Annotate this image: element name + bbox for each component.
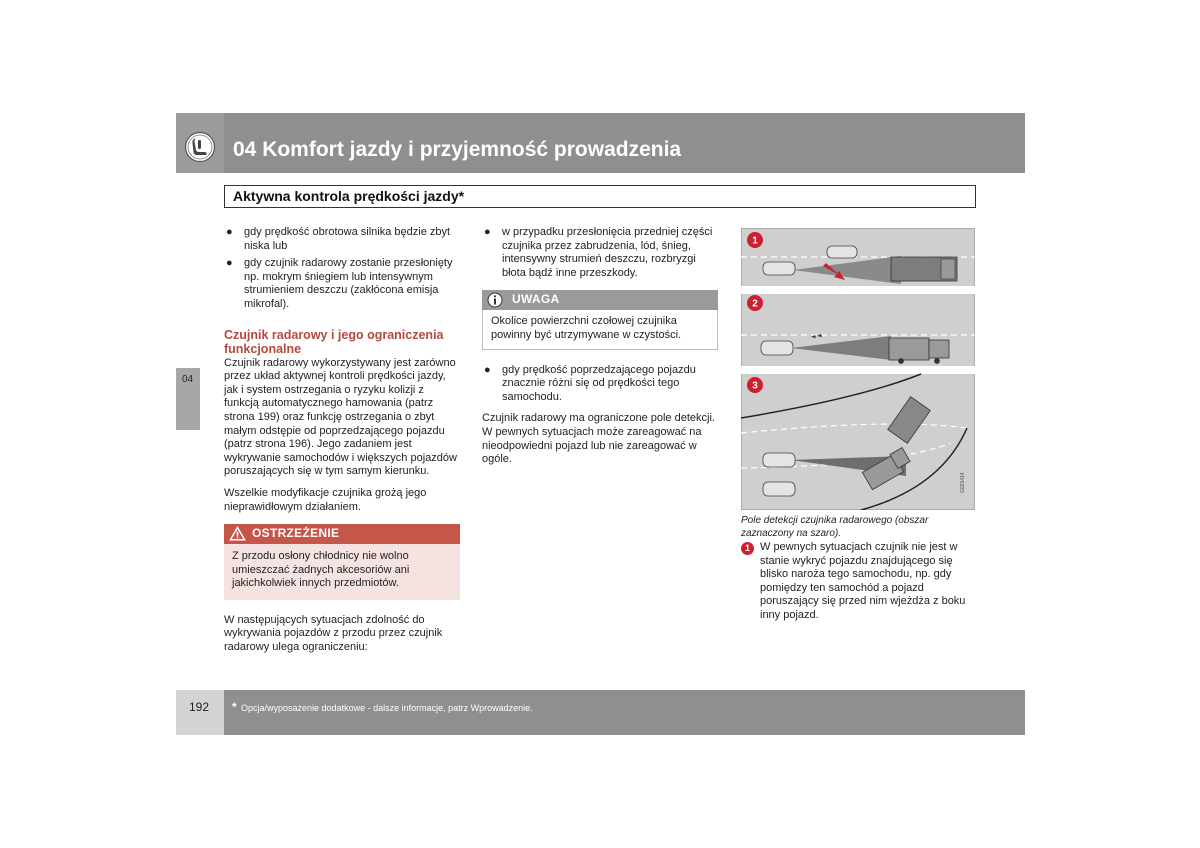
info-icon <box>487 292 503 308</box>
figure-item-1 <box>741 541 981 623</box>
warning-header <box>224 524 460 544</box>
list-item <box>482 226 718 280</box>
warning-text: Z przodu osłony chłodnicy nie wolno umieszczać żadnych akcesoriów ani jakichkolwiek innych przedmiotów. <box>224 544 460 600</box>
marker-1 <box>747 232 763 248</box>
bullet-text: gdy czujnik radarowy zostanie przesłonięty np. mokrym śniegiem lub intensywnym strumieniem deszczu (zakłócona emisja mikrofal). <box>244 257 453 310</box>
bullet-text: w przypadku przesłonięcia przedniej części czujnika przez zabrudzenia, lód, śnieg, intensywny strumień deszczu, rozbryzgi błota bądź inne przeszkody. <box>502 226 713 279</box>
svg-text:3: 3 <box>752 380 758 392</box>
warning-triangle-icon <box>229 526 246 541</box>
bullet-text: gdy prędkość poprzedzającego pojazdu znacznie różni się od prędkości tego samochodu. <box>502 363 696 403</box>
bullet-dot-icon: ● <box>226 226 233 238</box>
radar-detection-figure <box>741 228 975 510</box>
bullet-dot-icon: ● <box>484 363 491 376</box>
paragraph: Czujnik radarowy ma ograniczone pole detekcji. W pewnych sytuacjach może zareagować na nieodpowiedni pojazd lub nie zareagować w ogóle. <box>482 412 715 466</box>
list-item <box>224 257 460 311</box>
note-text: Okolice powierzchni czołowej czujnika powinny być utrzymywane w czystości. <box>482 310 718 349</box>
section-title: Aktywna kontrola prędkości jazdy* <box>233 188 465 204</box>
bullet-text: gdy prędkość obrotowa silnika będzie zbyt niska lub <box>244 226 451 252</box>
figure-code: G021414 <box>960 472 966 493</box>
marker-2 <box>747 295 763 311</box>
list-item <box>224 226 460 253</box>
seat-icon <box>184 131 216 163</box>
list-item <box>482 364 718 405</box>
footnote-text: Opcja/wyposażenie dodatkowe - dalsze informacje, patrz Wprowadzenie. <box>241 703 533 713</box>
figure-caption: Pole detekcji czujnika radarowego (obszar zaznaczony na szaro). <box>741 515 929 539</box>
bullet-list <box>482 226 718 280</box>
page-number: 192 <box>189 700 210 714</box>
svg-text:2: 2 <box>752 298 758 310</box>
marker-3 <box>747 377 763 393</box>
paragraph: W następujących sytuacjach zdolność do wykrywania pojazdów z przodu przez czujnik radarowy ulega ograniczeniu: <box>224 613 443 654</box>
note-box <box>482 290 718 349</box>
column-1 <box>224 226 460 663</box>
subheading: Czujnik radarowy i jego ograniczenia funkcjonalne <box>224 327 444 356</box>
paragraph: Wszelkie modyfikacje czujnika grożą jego nieprawidłowym działaniem. <box>224 486 427 513</box>
chapter-title: 04 Komfort jazdy i przyjemność prowadzenia <box>233 138 682 161</box>
marker-1-badge: 1 <box>741 542 754 555</box>
warning-box <box>224 524 460 600</box>
note-header <box>482 290 718 310</box>
bullet-list <box>224 226 460 312</box>
note-label: UWAGA <box>512 292 560 307</box>
bullet-list <box>482 364 718 405</box>
bullet-dot-icon: ● <box>484 226 491 238</box>
column-2 <box>482 226 718 475</box>
footnote-star: * <box>232 700 237 714</box>
bullet-dot-icon: ● <box>226 257 233 270</box>
svg-text:1: 1 <box>752 235 758 247</box>
paragraph: Czujnik radarowy wykorzystywany jest zarówno przez układ aktywnej kontroli prędkości jazdy, jak i system ostrzegania o ryzyku kolizji z funkcją automatycznego hamowania (patrz strona 199) oraz funkcję ostrzegania o zbyt małym odstępie od poprzedzającego pojazdu (patrz strona 196). Jego zadaniem jest wykrywanie samochodów i większych pojazdów poruszających się w tym samym kierunku. <box>224 356 457 478</box>
warning-label: OSTRZEŻENIE <box>252 526 340 541</box>
figure-item-1-text: W pewnych sytuacjach czujnik nie jest w stanie wykryć pojazdu znajdującego się blisko naroża tego samochodu, np. gdy pomiędzy ten samochód a pojazd poruszający się przed nim wjeżdża z boku inny pojazd. <box>760 541 966 621</box>
chapter-side-tab-number: 04 <box>182 374 194 385</box>
